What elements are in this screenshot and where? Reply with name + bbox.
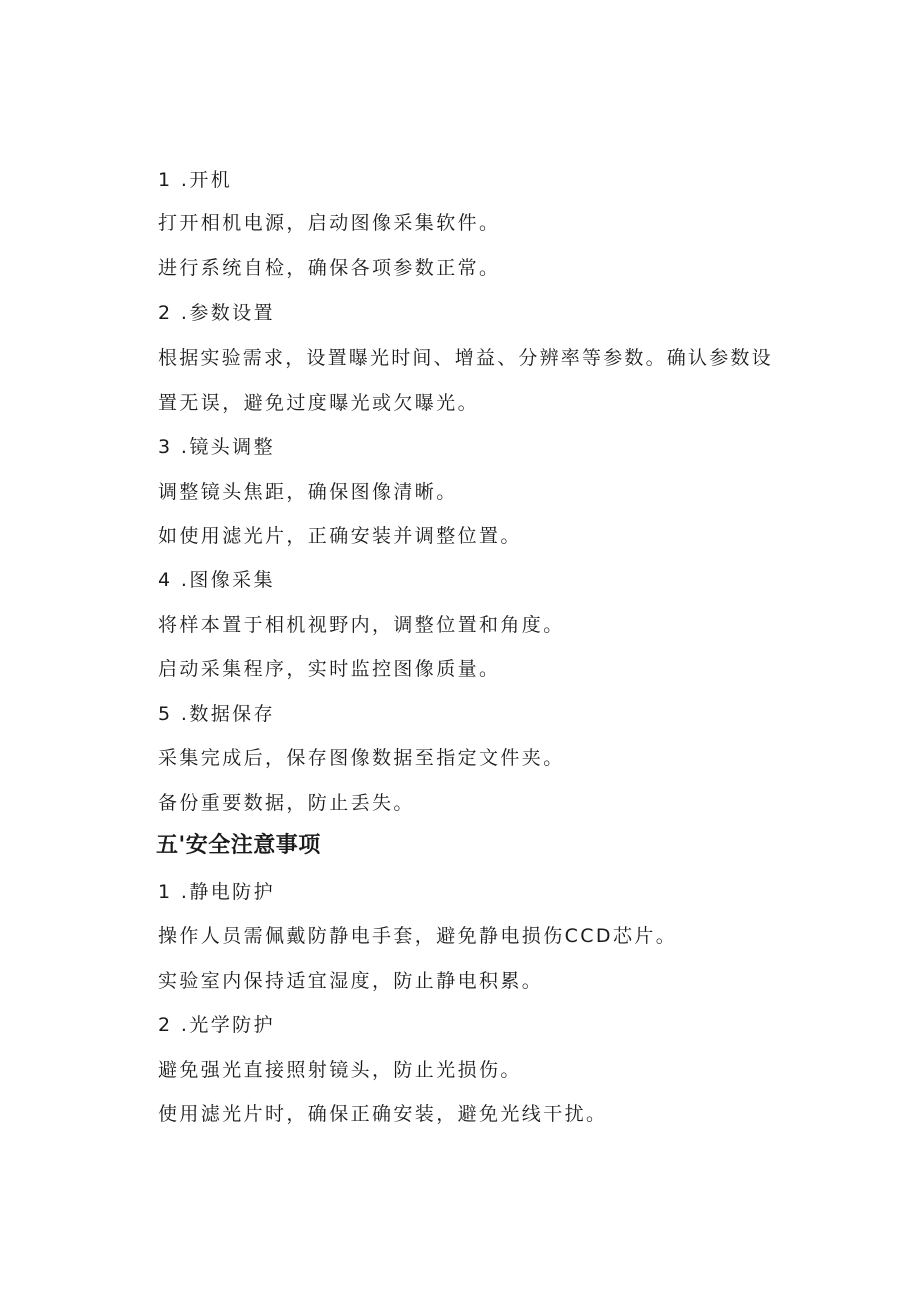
paragraph-line: 备份重要数据，防止丢失。 [158,792,415,814]
step-heading-lens-adjustment: 3 .镜头调整 [158,436,275,458]
step-heading-image-capture: 4 .图像采集 [158,569,275,591]
paragraph-line: 打开相机电源，启动图像采集软件。 [158,212,501,234]
paragraph-line: 实验室内保持适宜湿度，防止静电积累。 [158,970,544,992]
section-heading-safety: 五'安全注意事项 [156,833,321,858]
paragraph-line: 采集完成后，保存图像数据至指定文件夹。 [158,747,565,769]
paragraph-line: 调整镜头焦距，确保图像清晰。 [158,481,458,503]
paragraph-line: 启动采集程序，实时监控图像质量。 [158,658,501,680]
paragraph-line: 操作人员需佩戴防静电手套，避免静电损伤CCD芯片。 [158,925,678,947]
paragraph-line: 进行系统自检，确保各项参数正常。 [158,257,501,279]
step-heading-data-saving: 5 .数据保存 [158,703,275,725]
paragraph-line: 如使用滤光片，正确安装并调整位置。 [158,525,522,547]
step-heading-optical-protection: 2 .光学防护 [158,1014,275,1036]
step-heading-parameter-settings: 2 .参数设置 [158,302,275,324]
paragraph-line: 将样本置于相机视野内，调整位置和角度。 [158,614,565,636]
paragraph-line: 使用滤光片时，确保正确安装，避免光线干扰。 [158,1103,608,1125]
step-heading-power-on: 1 .开机 [158,169,233,191]
paragraph-line: 置无误，避免过度曝光或欠曝光。 [158,392,480,414]
paragraph-line: 根据实验需求，设置曝光时间、增益、分辨率等参数。确认参数设 [158,347,773,369]
paragraph-line: 避免强光直接照射镜头，防止光损伤。 [158,1059,522,1081]
step-heading-electrostatic-protection: 1 .静电防护 [158,881,275,903]
